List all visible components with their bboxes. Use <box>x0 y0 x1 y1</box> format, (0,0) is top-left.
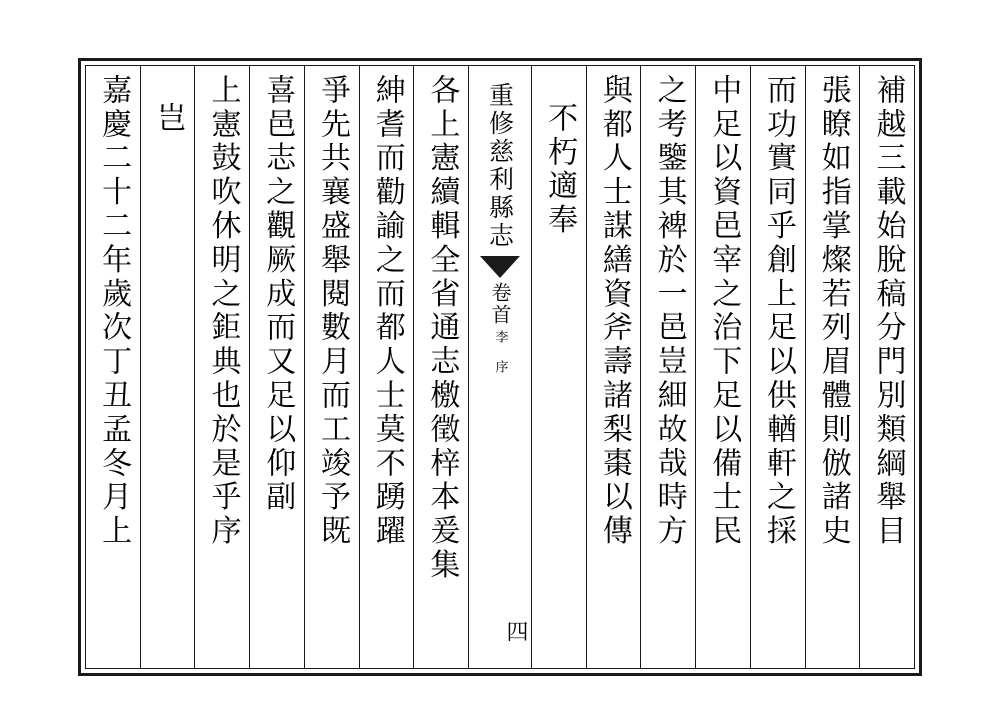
column-text: 上憲鼓吹休明之鉅典也於是乎序 <box>205 74 241 549</box>
text-column <box>640 66 695 668</box>
center-fold-column <box>468 66 531 668</box>
text-column <box>249 66 304 668</box>
text-column <box>413 66 468 668</box>
text-column <box>695 66 750 668</box>
page-border-outer <box>78 58 922 676</box>
text-column <box>586 66 641 668</box>
fish-tail-ornament <box>480 256 520 278</box>
text-column <box>805 66 860 668</box>
column-text: 岂 <box>150 102 186 136</box>
text-column <box>359 66 414 668</box>
column-text: 補越三載始脫稿分門別類綱舉目 <box>870 74 906 549</box>
section-label: 李 序 <box>492 330 508 375</box>
text-column <box>750 66 805 668</box>
column-text: 之考鑒其裨於一邑豈細故哉時方 <box>651 74 687 549</box>
text-column <box>304 66 359 668</box>
column-text: 與都人士謀繕資斧壽諸梨棗以傳 <box>596 74 632 549</box>
text-column <box>194 66 249 668</box>
page-number: 四 <box>502 620 528 642</box>
text-column <box>86 66 140 668</box>
column-text: 各上憲續輯全省通志檄徵梓本爰集 <box>424 74 460 583</box>
column-text: 紳耆而勸諭之而都人士莫不踴躍 <box>369 74 405 549</box>
column-text: 不朽適奉 <box>542 102 578 238</box>
text-column <box>859 66 914 668</box>
text-column <box>531 66 586 668</box>
column-text: 喜邑志之觀厥成而又足以仰副 <box>260 74 296 515</box>
column-text: 嘉慶二十二年歲次丁丑孟冬月上 <box>96 74 132 549</box>
column-text: 張瞭如指掌燦若列眉體則倣諸史 <box>815 74 851 549</box>
column-text: 而功實同乎創上足以供輶軒之採 <box>761 74 796 549</box>
text-columns <box>86 66 914 668</box>
book-title: 重修慈利縣志 <box>485 82 515 250</box>
text-column <box>140 66 195 668</box>
column-text: 中足以資邑宰之治下足以備士民 <box>706 74 742 549</box>
column-text: 爭先共襄盛舉閱數月而工竣予既 <box>314 74 350 549</box>
volume-label: 卷首 <box>487 282 512 326</box>
